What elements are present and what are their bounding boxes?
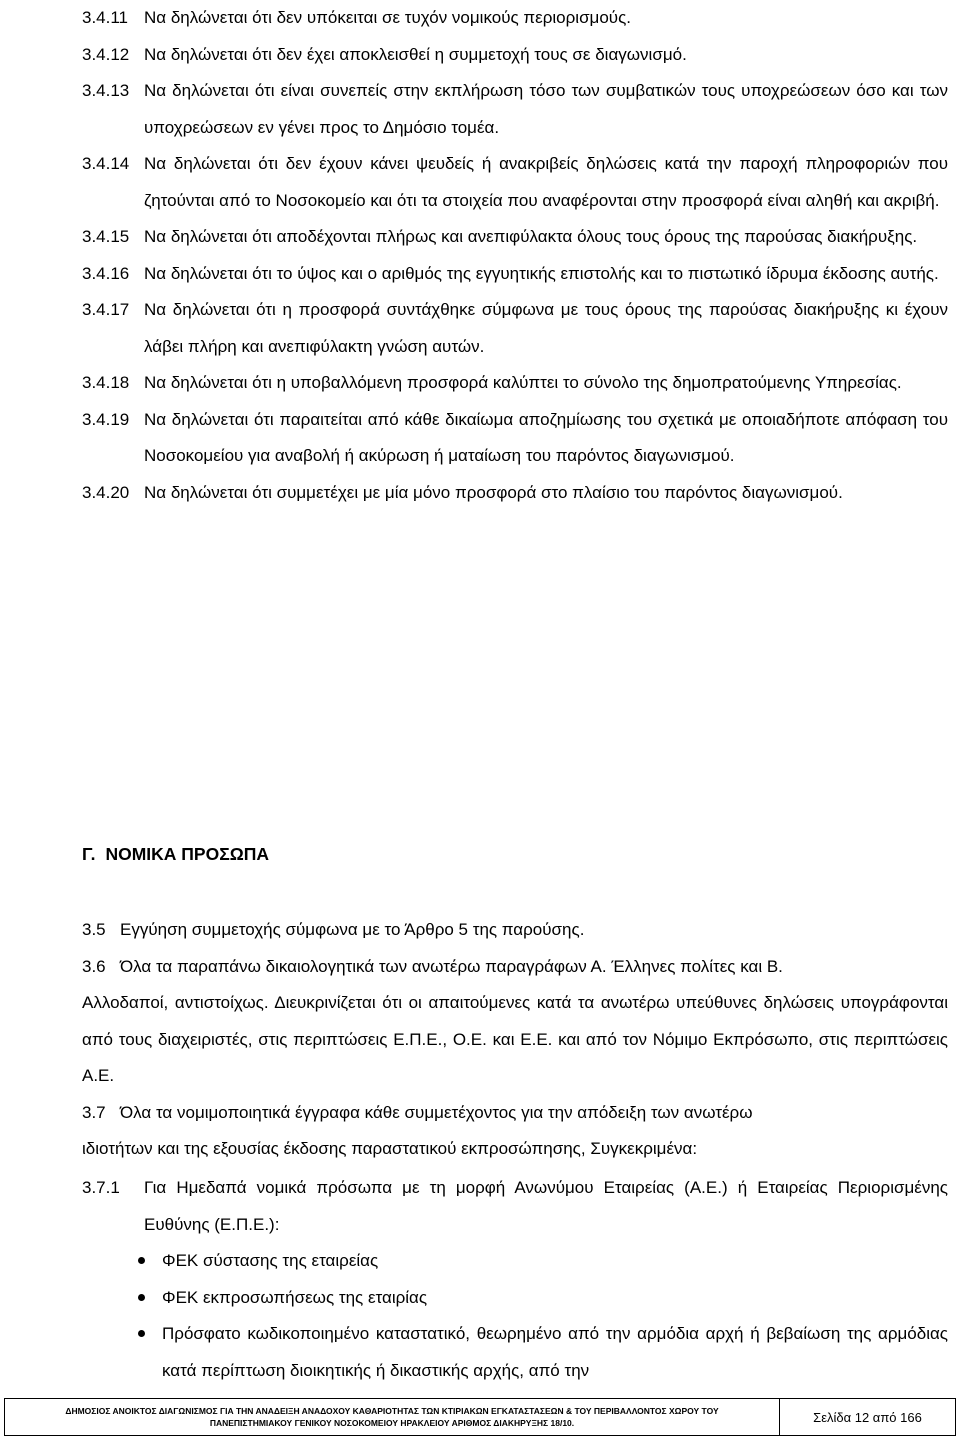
list-item-text: ΦΕΚ σύστασης της εταιρείας bbox=[162, 1251, 379, 1270]
item-3-4-12 bbox=[82, 37, 948, 74]
item-text: Να δηλώνεται ότι δεν έχουν κάνει ψευδείς ή ανακριβείς δηλώσεις κατά την παροχή πληροφοριών που ζητούνται από το Νοσοκομείο και ότι τα στοιχεία που αναφέρονται στην προσφορά είναι αληθή και ακριβή. bbox=[144, 154, 948, 210]
item-number: 3.4.19 bbox=[82, 409, 130, 429]
bullet-icon bbox=[138, 1330, 145, 1337]
subsection-3-7-1 bbox=[82, 1170, 948, 1243]
item-text-first-line: Όλα τα νομιμοποιητικά έγγραφα κάθε συμμετέχοντος για την απόδειξη των ανωτέρω bbox=[120, 1102, 753, 1122]
item-text: Να δηλώνεται ότι δεν υπόκειται σε τυχόν νομικούς περιορισμούς. bbox=[144, 8, 632, 27]
item-text-continuation: Αλλοδαποί, αντιστοίχως. Διευκρινίζεται ότι οι απαιτούμενες κατά τα ανωτέρω υπεύθυνες δηλώσεις υπογράφονται από τους διαχειριστές, στις περιπτώσεις Ε.Π.Ε., Ο.Ε. και Ε.Ε. και από τον Νόμιμο Εκπρόσωπο, στις περιπτώσεις Α.Ε. bbox=[82, 993, 948, 1085]
section-3-5-to-3-7 bbox=[82, 912, 948, 1168]
item-number: 3.7 bbox=[82, 1102, 106, 1122]
item-text: Να δηλώνεται ότι η προσφορά συντάχθηκε σύμφωνα με τους όρους της παρούσας διακήρυξης κι έχουν λάβει πλήρη και ανεπιφύλακτη γνώση αυτών. bbox=[144, 300, 948, 356]
footer-title-line-1: ΔΗΜΟΣΙΟΣ ΑΝΟΙΚΤΟΣ ΔΙΑΓΩΝΙΣΜΟΣ ΓΙΑ ΤΗΝ ΑΝΑΔΕΙΞΗ ΑΝΑΔΟΧΟΥ ΚΑΘΑΡΙΟΤΗΤΑΣ ΤΩΝ ΚΤΙΡΙΑΚΩΝ ΕΓΚΑΤΑΣΤΑΣΕΩΝ & ΤΟΥ ΠΕΡΙΒΑΛΛΟΝΤΟΣ ΧΩΡΟΥ ΤΟΥ bbox=[65, 1406, 719, 1416]
item-text: Να δηλώνεται ότι είναι συνεπείς στην εκπλήρωση τόσο των συμβατικών τους υποχρεώσεων όσο και των υποχρεώσεων εν γένει προς το Δημόσιο τομέα. bbox=[144, 81, 948, 137]
item-text: Για Ημεδαπά νομικά πρόσωπα με τη μορφή Ανωνύμου Εταιρείας (Α.Ε.) ή Εταιρείας Περιορισμένης Ευθύνης (Ε.Π.Ε.): bbox=[144, 1178, 948, 1234]
item-3-6 bbox=[82, 949, 948, 1095]
item-3-4-13 bbox=[82, 73, 948, 146]
item-number: 3.4.17 bbox=[82, 300, 130, 319]
list-item bbox=[138, 1243, 948, 1280]
item-text: Να δηλώνεται ότι αποδέχονται πλήρως και ανεπιφύλακτα όλους τους όρους της παρούσας διακήρυξης. bbox=[144, 227, 918, 246]
item-3-4-11 bbox=[82, 0, 948, 37]
item-3-4-18 bbox=[82, 365, 948, 402]
item-number: 3.4.12 bbox=[82, 44, 130, 64]
item-number: 3.4.16 bbox=[82, 263, 130, 283]
item-text-first-line: Εγγύηση συμμετοχής σύμφωνα με το Άρθρο 5 της παρούσης. bbox=[120, 920, 585, 939]
item-text: Να δηλώνεται ότι η υποβαλλόμενη προσφορά καλύπτει το σύνολο της δημοπρατούμενης Υπηρεσίας. bbox=[144, 373, 902, 392]
item-number: 3.4.11 bbox=[82, 8, 129, 27]
item-number: 3.6 bbox=[82, 956, 106, 976]
item-number: 3.4.14 bbox=[82, 154, 130, 173]
item-3-4-15 bbox=[82, 219, 948, 256]
list-item bbox=[138, 1280, 948, 1317]
section-letter: Γ. bbox=[82, 844, 96, 864]
item-3-7 bbox=[82, 1095, 948, 1168]
list-item bbox=[138, 1316, 948, 1389]
footer-title-line-2: ΠΑΝΕΠΙΣΤΗΜΙΑΚΟΥ ΓΕΝΙΚΟΥ ΝΟΣΟΚΟΜΕΙΟΥ ΗΡΑΚΛΕΙΟΥ ΑΡΙΘΜΟΣ ΔΙΑΚΗΡΥΞΗΣ 18/10. bbox=[209, 1418, 575, 1428]
list-item-text: Πρόσφατο κωδικοποιημένο καταστατικό, θεωρημένο από την αρμόδια αρχή ή βεβαίωση της αρμόδιας κατά περίπτωση διοικητικής ή δικαστικής αρχής, από την bbox=[162, 1324, 948, 1380]
item-number: 3.5 bbox=[82, 920, 106, 939]
list-item-text: ΦΕΚ εκπροσωπήσεως της εταιρίας bbox=[162, 1287, 428, 1307]
item-text: Να δηλώνεται ότι δεν έχει αποκλεισθεί η συμμετοχή τους σε διαγωνισμό. bbox=[144, 44, 687, 64]
item-number: 3.7.1 bbox=[82, 1178, 120, 1197]
item-3-4-19 bbox=[82, 402, 948, 475]
item-number: 3.4.13 bbox=[82, 81, 130, 100]
item-number: 3.4.15 bbox=[82, 227, 130, 246]
bullet-icon bbox=[138, 1257, 145, 1264]
item-text: Να δηλώνεται ότι το ύψος και ο αριθμός της εγγυητικής επιστολής και το πιστωτικό ίδρυμα έκδοσης αυτής. bbox=[144, 263, 939, 283]
footer-title bbox=[5, 1399, 780, 1435]
bullet-list bbox=[138, 1243, 948, 1389]
page-number: Σελίδα 12 από 166 bbox=[813, 1409, 922, 1425]
item-text-continuation: ιδιοτήτων και της εξουσίας έκδοσης παραστατικού εκπροσώπησης, Συγκεκριμένα: bbox=[82, 1139, 698, 1158]
bullet-icon bbox=[138, 1294, 145, 1301]
section-3-4-items bbox=[82, 0, 948, 511]
item-3-4-20 bbox=[82, 475, 948, 512]
item-text: Να δηλώνεται ότι παραιτείται από κάθε δικαίωμα αποζημίωσης του σχετικά με οποιαδήποτε απόφαση του Νοσοκομείου για αναβολή ή ακύρωση ή ματαίωση του παρόντος διαγωνισμού. bbox=[144, 409, 948, 465]
item-3-5 bbox=[82, 912, 948, 949]
item-number: 3.4.18 bbox=[82, 373, 130, 392]
item-text-first-line: Όλα τα παραπάνω δικαιολογητικά των ανωτέρω παραγράφων Α. Έλληνες πολίτες και Β. bbox=[120, 956, 783, 976]
section-title-text: ΝΟΜΙΚΑ ΠΡΟΣΩΠΑ bbox=[105, 844, 270, 864]
section-heading bbox=[82, 844, 269, 865]
item-3-4-17 bbox=[82, 292, 948, 365]
item-3-4-16 bbox=[82, 256, 948, 293]
item-text: Να δηλώνεται ότι συμμετέχει με μία μόνο προσφορά στο πλαίσιο του παρόντος διαγωνισμού. bbox=[144, 482, 843, 502]
page-footer bbox=[4, 1398, 956, 1436]
item-number: 3.4.20 bbox=[82, 482, 130, 502]
item-3-7-1 bbox=[82, 1170, 948, 1243]
item-3-4-14 bbox=[82, 146, 948, 219]
